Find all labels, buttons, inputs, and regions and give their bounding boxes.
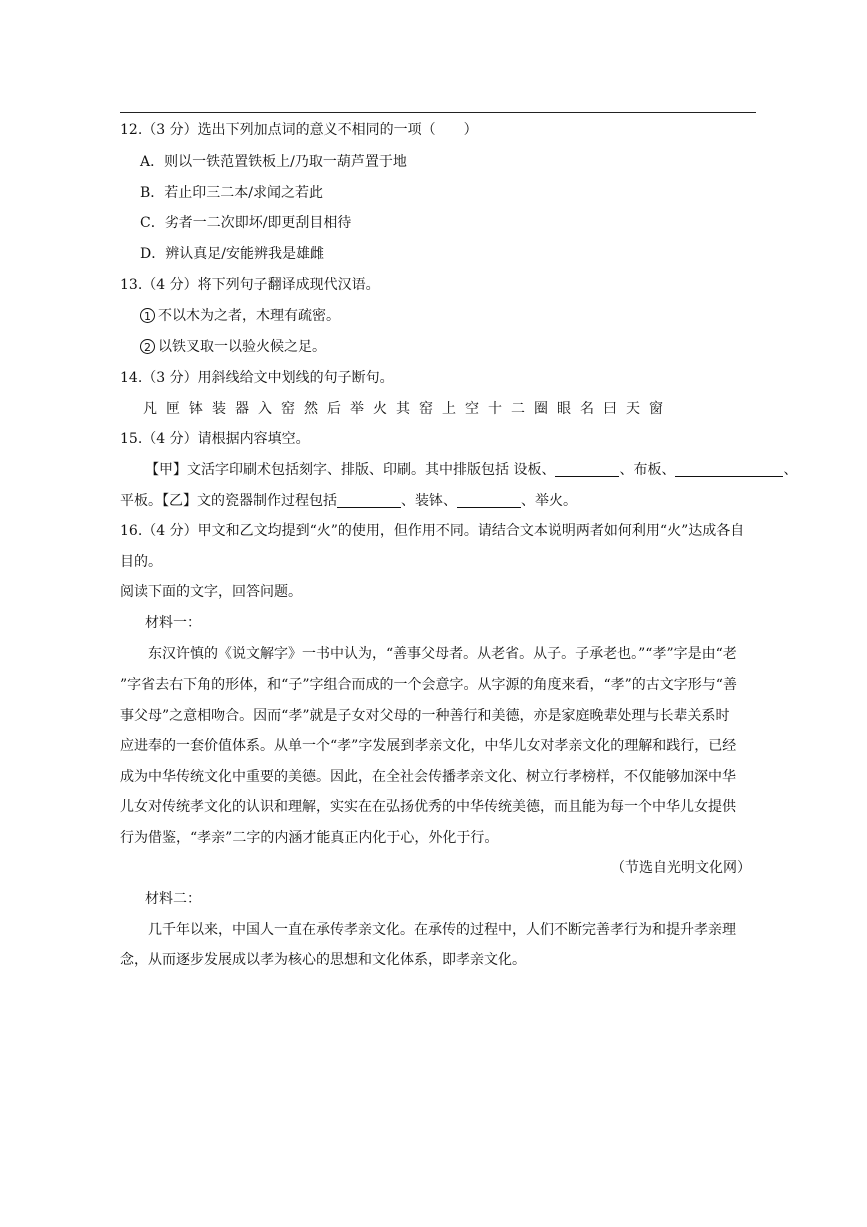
q15-line1-b: 、布板、 <box>619 462 676 478</box>
q13-item-2 <box>140 338 326 356</box>
material-1-line: ”字省去右下角的形体，和“子”字组合而成的一个会意字。从字源的角度来看，“孝”的古文字形与“善 <box>120 677 737 693</box>
circled-number: 2 <box>140 339 155 354</box>
material-1-line: 成为中华传统文化中重要的美德。因此，在全社会传播孝亲文化、树立行孝榜样，不仅能够加深中华 <box>120 769 736 785</box>
q12-stem: 12.（3 分）选出下列加点词的意义不相同的一项（ ） <box>120 122 478 138</box>
q14-sentence: 凡匣钵装器入窑然后举火其窑上空十二圈眼名曰天窗 <box>143 401 672 417</box>
material-1-line: 行为借鉴，“孝亲”二字的内涵才能真正内化于心，外化于行。 <box>120 830 499 846</box>
q15-line-1 <box>145 461 797 479</box>
q12-option-c: C．劣者一二次即坏/即更刮目相待 <box>140 215 352 231</box>
q14-stem: 14.（3 分）用斜线给文中划线的句子断句。 <box>120 370 394 386</box>
material-2-line: 几千年以来，中国人一直在承传孝亲文化。在承传的过程中，人们不断完善孝行为和提升孝亲理 <box>148 922 736 938</box>
circled-number: 1 <box>140 308 155 323</box>
header-rule <box>120 112 756 113</box>
fill-blank-2[interactable] <box>675 462 783 477</box>
material-1-title: 材料一： <box>145 615 201 631</box>
material-1-line: 儿女对传统孝文化的认识和理解，实实在在弘扬优秀的中华传统美德，而且能为每一个中华儿女提供 <box>120 799 736 815</box>
q13-stem: 13.（4 分）将下列句子翻译成现代汉语。 <box>120 277 380 293</box>
q15-line1-a: 【甲】文活字印刷术包括刻字、排版、印刷。其中排版包括 设板、 <box>145 462 556 478</box>
q13-item-2-text: 以铁叉取一以验火候之足。 <box>158 339 326 355</box>
q12-option-a: A．则以一铁范置铁板上/乃取一葫芦置于地 <box>140 154 407 170</box>
q15-stem: 15.（4 分）请根据内容填空。 <box>120 431 310 447</box>
q13-item-1-text: 不以木为之者，木理有疏密。 <box>158 308 340 324</box>
q12-option-b: B．若止印三二本/求闻之若此 <box>140 185 324 201</box>
material-2-title: 材料二： <box>145 891 201 907</box>
material-1-line: 事父母”之意相吻合。因而“孝”就是子女对父母的一种善行和美德，亦是家庭晚辈处理与长辈关系时 <box>120 708 730 724</box>
fill-blank-4[interactable] <box>457 493 521 508</box>
material-2-line: 念，从而逐步发展成以孝为核心的思想和文化体系，即孝亲文化。 <box>120 952 526 968</box>
material-1-source: （节选自光明文化网） <box>611 860 751 876</box>
q15-line-2 <box>120 492 577 510</box>
q15-line2-c: 、举火。 <box>521 493 577 509</box>
q16-line-2: 目的。 <box>120 554 162 570</box>
fill-blank-1[interactable] <box>555 462 619 477</box>
q15-line2-a: 平板。【乙】文的瓷器制作过程包括 <box>120 493 337 509</box>
q13-item-1 <box>140 307 340 325</box>
q16-line-1: 16.（4 分）甲文和乙文均提到“火”的使用，但作用不同。请结合文本说明两者如何利用“火”达成各自 <box>120 523 745 539</box>
q12-option-d: D．辨认真足/安能辨我是雄雌 <box>140 246 324 262</box>
material-1-line: 东汉许慎的《说文解字》一书中认为，“善事父母者。从老省。从子。子承老也。”“孝”字是由“老 <box>148 646 737 662</box>
q15-line2-b: 、装钵、 <box>401 493 457 509</box>
reading-intro: 阅读下面的文字，回答问题。 <box>120 584 302 600</box>
material-1-line: 应进奉的一套价值体系。从单一个“孝”字发展到孝亲文化，中华儿女对孝亲文化的理解和践行，已经 <box>120 738 737 754</box>
q15-line1-c: 、 <box>783 462 798 478</box>
fill-blank-3[interactable] <box>337 493 401 508</box>
